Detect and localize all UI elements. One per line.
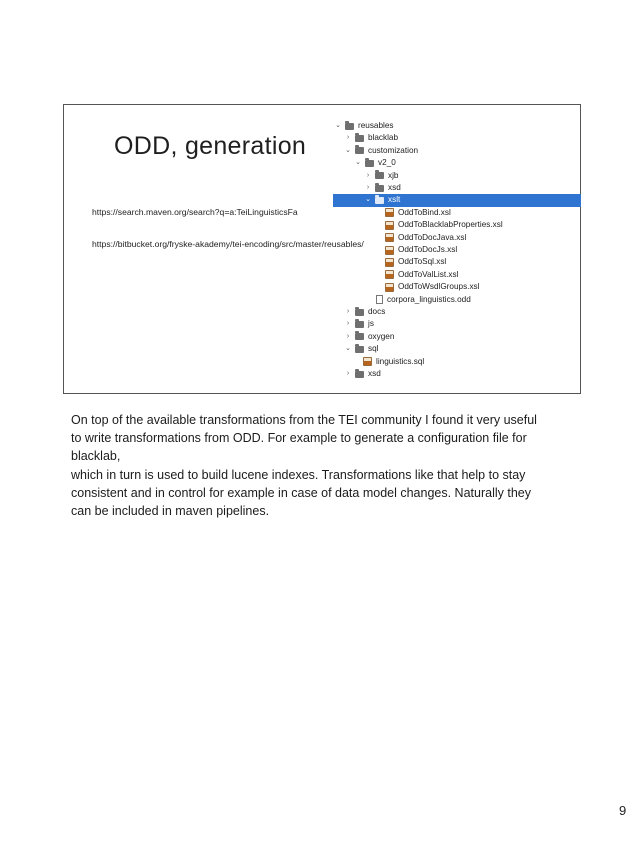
tree-item-label: customization: [368, 145, 419, 155]
folder-icon: [365, 160, 374, 167]
tree-item-js[interactable]: [343, 318, 374, 330]
tree-item-label: xjb: [388, 170, 399, 180]
chevron-right-icon[interactable]: ›: [366, 171, 370, 179]
folder-icon: [355, 333, 364, 340]
page-number: 9: [619, 803, 627, 818]
notes-line: blacklab,: [71, 449, 121, 464]
folder-icon: [345, 123, 354, 130]
tree-item-file[interactable]: [373, 294, 471, 306]
folder-icon: [375, 172, 384, 179]
tree-item-label: sql: [368, 344, 379, 354]
tree-item-label: reusables: [358, 121, 394, 130]
tree-item-label: oxygen: [368, 331, 395, 341]
folder-icon: [355, 371, 364, 378]
tree-item-file[interactable]: [383, 219, 503, 231]
tree-item-xsd-root[interactable]: [343, 368, 381, 380]
xsl-file-icon: [385, 221, 394, 230]
speaker-notes: [71, 411, 571, 520]
tree-item-blacklab[interactable]: [343, 132, 398, 144]
tree-item-file[interactable]: [383, 232, 466, 244]
tree-item-label: docs: [368, 307, 386, 316]
tree-item-label: OddToBind.xsl: [398, 207, 451, 217]
tree-item-label: xsd: [368, 369, 381, 378]
tree-item-label: OddToBlacklabProperties.xsl: [398, 220, 503, 230]
chevron-right-icon[interactable]: ›: [346, 370, 350, 377]
notes-line: which in turn is used to build lucene indexes. Transformations like that help to stay: [71, 467, 526, 482]
tree-item-label: OddToValList.xsl: [398, 269, 459, 279]
tree-item-xslt[interactable]: [333, 194, 581, 206]
xsl-file-icon: [385, 208, 394, 217]
maven-link[interactable]: https://search.maven.org/search?q=a:TeiLinguisticsFa: [92, 207, 298, 217]
tree-item-oxygen[interactable]: [343, 331, 394, 343]
chevron-down-icon[interactable]: ⌄: [335, 122, 341, 129]
chevron-down-icon[interactable]: ⌄: [365, 196, 371, 204]
tree-item-label: OddToDocJava.xsl: [398, 232, 467, 242]
slide-title: ODD, generation: [114, 132, 307, 160]
tree-item-customization[interactable]: [343, 145, 418, 157]
folder-icon: [355, 321, 364, 328]
notes-line: can be included in maven pipelines.: [71, 504, 270, 519]
folder-icon: [355, 346, 364, 353]
folder-icon: [375, 197, 384, 204]
tree-item-file[interactable]: [361, 356, 424, 368]
tree-item-label: OddToSql.xsl: [398, 257, 447, 267]
chevron-right-icon[interactable]: ›: [346, 134, 350, 142]
tree-item-label: v2_0: [378, 158, 396, 168]
tree-item-label: xslt: [388, 195, 401, 205]
bitbucket-link[interactable]: https://bitbucket.org/fryske-akademy/tei-encoding/src/master/reusables/: [92, 239, 364, 249]
folder-icon: [355, 309, 364, 316]
chevron-down-icon[interactable]: ⌄: [355, 159, 361, 167]
file-icon: [376, 295, 383, 304]
slide-frame: [63, 104, 581, 394]
tree-item-label: js: [368, 319, 374, 329]
tree-item-v2-0[interactable]: [353, 157, 396, 169]
sql-file-icon: [363, 357, 372, 366]
xsl-file-icon: [385, 246, 394, 255]
tree-item-label: OddToWsdlGroups.xsl: [398, 282, 480, 292]
xsl-file-icon: [385, 258, 394, 267]
tree-item-label: blacklab: [368, 133, 399, 143]
xsl-file-icon: [385, 283, 394, 292]
tree-item-docs[interactable]: [343, 306, 385, 318]
tree-item-file[interactable]: [383, 281, 479, 293]
tree-item-file[interactable]: [383, 207, 451, 219]
tree-item-reusables[interactable]: [333, 120, 394, 132]
chevron-right-icon[interactable]: ›: [346, 320, 350, 328]
tree-item-file[interactable]: [383, 269, 458, 281]
tree-item-xsd[interactable]: [363, 182, 401, 194]
folder-icon: [355, 135, 364, 142]
folder-icon: [375, 185, 384, 192]
tree-item-label: xsd: [388, 183, 401, 192]
chevron-right-icon[interactable]: ›: [346, 308, 350, 315]
tree-item-xjb[interactable]: [363, 170, 398, 182]
tree-item-sql[interactable]: [343, 343, 378, 355]
tree-item-label: OddToDocJs.xsl: [398, 245, 458, 254]
tree-item-file[interactable]: [383, 256, 446, 268]
notes-line: On top of the available transformations from the TEI community I found it very useful: [71, 413, 537, 427]
chevron-right-icon[interactable]: ›: [346, 332, 350, 340]
tree-item-label: corpora_linguistics.odd: [387, 294, 471, 304]
project-file-tree: [333, 115, 581, 391]
tree-item-file[interactable]: [383, 244, 457, 256]
notes-line: consistent and in control for example in case of data model changes. Naturally they: [71, 485, 531, 500]
xsl-file-icon: [385, 270, 394, 279]
tree-item-label: linguistics.sql: [376, 356, 425, 366]
chevron-down-icon[interactable]: ⌄: [345, 146, 351, 154]
notes-line: to write transformations from ODD. For example to generate a configuration file for: [71, 431, 527, 446]
chevron-right-icon[interactable]: ›: [366, 184, 370, 191]
chevron-down-icon[interactable]: ⌄: [345, 345, 351, 353]
xsl-file-icon: [385, 233, 394, 242]
folder-icon: [355, 147, 364, 154]
